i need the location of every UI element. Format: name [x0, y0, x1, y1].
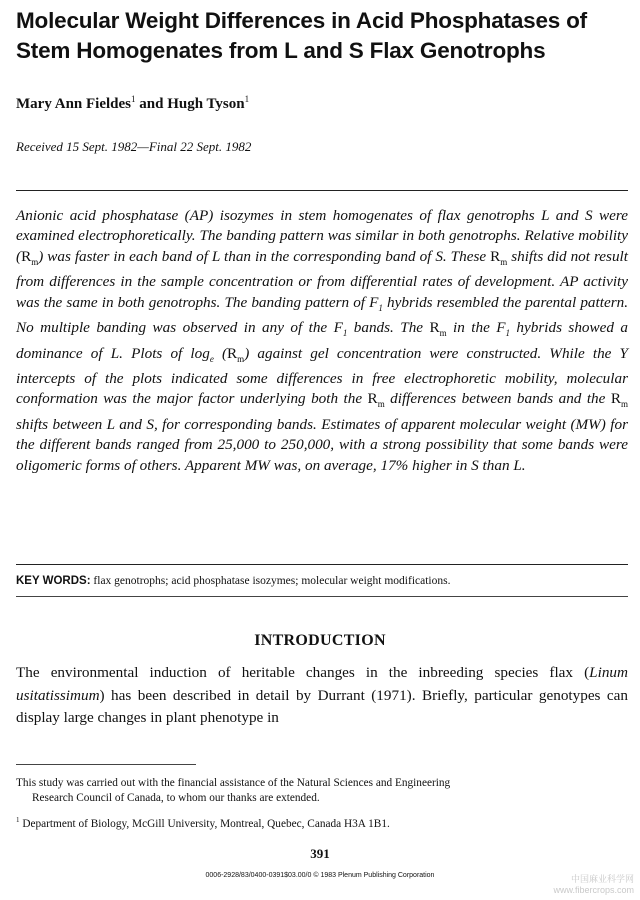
- keywords: [16, 575, 628, 587]
- section-heading-introduction: INTRODUCTION: [254, 632, 386, 649]
- keywords-text: flax genotrophs; acid phosphatase isozymes; molecular weight modifications.: [90, 575, 451, 587]
- page-number: 391: [310, 846, 330, 861]
- funding-footnote-line: This study was carried out with the financial assistance of the Natural Sciences and Engineering: [16, 777, 451, 789]
- author-affiliation-mark: 1: [131, 94, 136, 104]
- author-affiliation-mark: 1: [244, 94, 250, 104]
- watermark-line: 中国麻业科学网: [570, 874, 634, 884]
- footnote-divider: [16, 764, 196, 765]
- copyright-line: 0006-2928/83/0400-0391$03.00/0 © 1983 Plenum Publishing Corporation: [205, 872, 435, 879]
- affiliation-text: Department of Biology, McGill University, Montreal, Quebec, Canada H3A 1B1.: [19, 817, 390, 830]
- second-author: Hugh Tyson: [167, 96, 245, 112]
- introduction-text: The environmental induction of heritable changes in the inbreeding species flax (Linum usitatissimum) has been described in detail by Durrant (1971). Briefly, particular genotypes can display large changes in plant phenotype in: [16, 664, 628, 726]
- keywords-label: KEY WORDS:: [16, 575, 91, 587]
- keywords-divider: [16, 596, 628, 597]
- abstract: [16, 206, 628, 476]
- author-line: [16, 94, 249, 113]
- abstract-text: Anionic acid phosphatase (AP) isozymes in stem homogenates of flax genotrophs L and S were examined electrophoretically. The banding pattern was similar in both genotrophs. Relative mobility $(R_m)$ was faster in each band of L than in the corresponding band of S. These $R_m$ shifts did not result from differences in the sample concentration or from differential rates of development. AP activity was the same in both genotrophs. The banding pattern of $F_1$ hybrids resembled the parental pattern. No multiple banding was observed in any of the $F_1$ bands. The $R_m$ in the $F_1$ hybrids showed a dominance of L. Plots of $\log_e (R_m)$ against gel concentration were constructed. While the Y intercepts of the plots indicated some differences in free electrophoretic mobility, molecular conformation was the major factor underlying both the $R_m$ differences between bands and the $R_m$ shifts between L and S, for corresponding bands. Estimates of apparent molecular weight (MW) for the different bands ranged from 25,000 to 250,000, with a strong possibility that some bands were oligomeric forms of others. Apparent MW was, on average, 17% higher in S than L.: [16, 207, 629, 474]
- footnotes: [16, 776, 628, 839]
- header-divider: [16, 190, 628, 191]
- introduction-paragraph: [16, 662, 628, 730]
- watermark: [553, 874, 634, 896]
- author-conjunction: and: [135, 96, 168, 112]
- funding-footnote: [16, 776, 628, 806]
- abstract-divider: [16, 564, 628, 565]
- first-author: Mary Ann Fieldes: [16, 96, 131, 112]
- affiliation-mark: 1: [16, 816, 20, 824]
- affiliation-footnote: [16, 813, 628, 832]
- article-title: Molecular Weight Differences in Acid Phosphatases of Stem Homogenates from L and S Flax Genotrophs: [16, 8, 587, 63]
- watermark-url: www.fibercrops.com: [553, 885, 634, 895]
- received-dates: Received 15 Sept. 1982—Final 22 Sept. 1982: [16, 139, 252, 154]
- funding-footnote-line: Research Council of Canada, to whom our thanks are extended.: [32, 792, 320, 804]
